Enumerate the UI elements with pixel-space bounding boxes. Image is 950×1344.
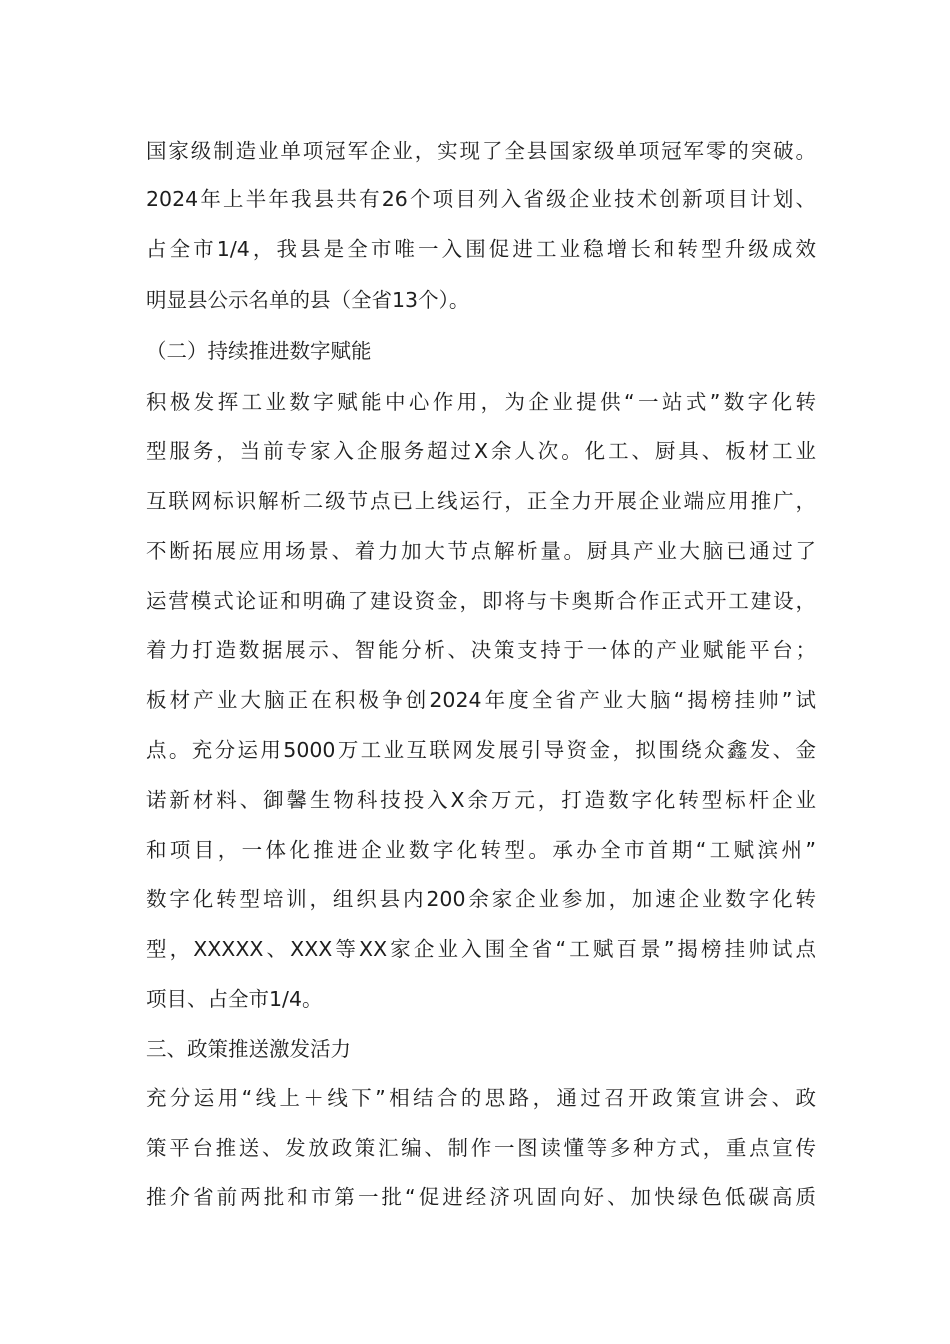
text-line-14: 诺新材料、御馨生物科技投入X余万元，打造数字化转型标杆企业 (146, 788, 816, 812)
text-line-17: 型，XXXXX、XXX等XX家企业入围全省“工赋百景”揭榜挂帅试点 (146, 937, 816, 961)
text-line-9: 不断拓展应用场景、着力加大节点解析量。厨具产业大脑已通过了 (146, 539, 816, 563)
text-line-13: 点。充分运用5000万工业互联网发展引导资金，拟围绕众鑫发、金 (146, 738, 816, 762)
text-line-11: 着力打造数据展示、智能分析、决策支持于一体的产业赋能平台； (146, 638, 816, 662)
text-line-15: 和项目，一体化推进企业数字化转型。承办全市首期“工赋滨州” (146, 838, 816, 862)
text-line-16: 数字化转型培训，组织县内200余家企业参加，加速企业数字化转 (146, 887, 816, 911)
text-line-8: 互联网标识解析二级节点已上线运行，正全力开展企业端应用推广， (146, 489, 816, 513)
section-heading-3: 三、政策推送激发活力 (146, 1037, 351, 1061)
text-line-12: 板材产业大脑正在积极争创2024年度全省产业大脑“揭榜挂帅”试 (146, 688, 816, 712)
text-line-20: 充分运用“线上＋线下”相结合的思路，通过召开政策宣讲会、政 (146, 1086, 816, 1110)
text-line-2: 2024年上半年我县共有26个项目列入省级企业技术创新项目计划、 (146, 187, 816, 211)
text-line-7: 型服务，当前专家入企服务超过X余人次。化工、厨具、板材工业 (146, 439, 816, 463)
text-line-21: 策平台推送、发放政策汇编、制作一图读懂等多种方式，重点宣传 (146, 1136, 816, 1160)
text-line-22: 推介省前两批和市第一批“促进经济巩固向好、加快绿色低碳高质 (146, 1185, 816, 1209)
text-line-6: 积极发挥工业数字赋能中心作用，为企业提供“一站式”数字化转 (146, 390, 816, 414)
text-line-10: 运营模式论证和明确了建设资金，即将与卡奥斯合作正式开工建设， (146, 589, 816, 613)
text-line-4: 明显县公示名单的县（全省13个）。 (146, 288, 470, 312)
text-line-18: 项目、占全市1/4。 (146, 987, 323, 1011)
section-heading-2: （二）持续推进数字赋能 (146, 339, 372, 363)
text-line-1: 国家级制造业单项冠军企业，实现了全县国家级单项冠军零的突破。 (146, 139, 816, 163)
text-line-3: 占全市1/4，我县是全市唯一入围促进工业稳增长和转型升级成效 (146, 237, 816, 261)
